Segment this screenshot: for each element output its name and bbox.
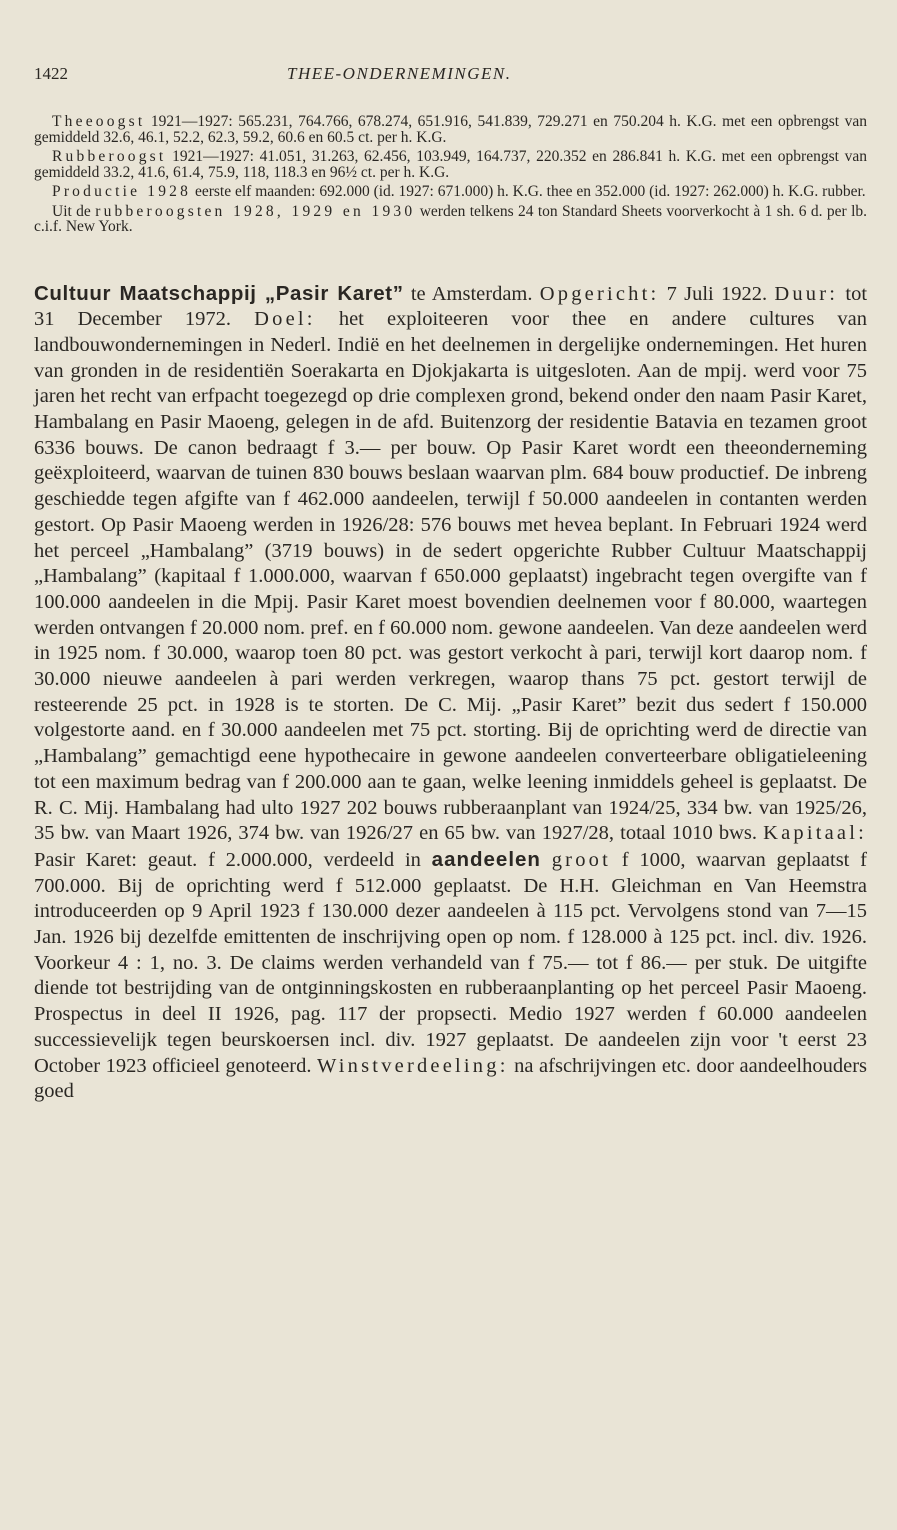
kapitaal-bold-term: aandeelen xyxy=(431,847,541,871)
company-paragraph xyxy=(34,281,867,1106)
opgericht-label: Opgericht: xyxy=(539,282,660,305)
winst-label: Winstverdeeling: xyxy=(317,1054,509,1077)
stat-theeoogst xyxy=(34,114,867,145)
stat-text: eerste elf maanden: 692.000 (id. 1927: 671.000) h. K.G. thee en 352.000 (id. 1927: 262.000) h. K.G. rubber. xyxy=(194,183,866,200)
page-number: 1422 xyxy=(34,64,68,83)
winst-text: na afschrijvingen etc. door aandeelhouders goed xyxy=(34,1054,868,1103)
stat-text: werden telkens 24 ton Standard Sheets voorverkocht à 1 sh. 6 d. per lb. c.i.f. New York. xyxy=(34,202,868,235)
stat-text: 1921—1927: 565.231, 764.766, 678.274, 651.916, 541.839, 729.271 en 750.204 h. K.G. met een opbrengst van gemiddeld 32.6, 46.1, 52.2, 62.3, 59.2, 60.6 en 60.5 ct. per h. K.G. xyxy=(34,113,867,146)
kapitaal-text: Pasir Karet: geaut. f 2.000.000, verdeeld in xyxy=(34,848,421,871)
page-header xyxy=(34,64,867,84)
stat-label: Productie 1928 xyxy=(52,183,192,200)
stat-label: rubberoogsten 1928, 1929 en 1930 xyxy=(95,202,416,220)
duur-value: tot 31 December 1972. xyxy=(34,282,868,331)
stat-text: 1921—1927: 41.051, 31.263, 62.456, 103.949, 164.737, 220.352 en 286.841 h. K.G. met een opbrengst van gemiddeld 33.2, 41.6, 61.4, 75.9, 118, 118.3 en 96½ ct. per h. K.G. xyxy=(34,148,868,181)
company-entry xyxy=(34,281,867,1106)
stat-rubberoogst xyxy=(34,149,867,180)
doel-text: het exploiteeren voor thee en andere cultures van landbouwondernemingen in Nederl. Indië en het deelnemen in dergelijke ondernemingen. Het huren van gronden in de residentiën Soerakarta en Djokjakarta is uitgesloten. Aan de mpij. werd voor 75 jaren het recht van erfpacht toegezegd op drie complexen grond, bekend onder den naam Pasir Karet, Hambalang en Pasir Maoeng, gelegen in de afd. Buitenzorg der residentie Batavia en tezamen groot 6336 bouws. De canon bedraagt f 3.— per bouw. Op Pasir Karet wordt een theeonderneming geëxploiteerd, waarvan de tuinen 830 bouws beslaan waarvan plm. 684 bouw productief. De inbreng geschiedde tegen afgifte van f 462.000 aandeelen, terwijl f 50.000 aandeelen in contanten werden gestort. Op Pasir Maoeng werden in 1926/28: 576 bouws met hevea beplant. In Februari 1924 werd het perceel „Hambalang” (3719 bouws) in de sedert opgerichte Rubber Cultuur Maatschappij „Hambalang” (kapitaal f 1.000.000, waarvan f 650.000 geplaatst) ingebracht tegen overgifte van f 100.000 aandeelen in die Mpij. Pasir Karet moest bovendien deelnemen voor f 80.000, waartegen werden ontvangen f 20.000 nom. pref. en f 60.000 nom. gewone aandeelen. Van deze aandeelen werd in 1925 nom. f 30.000, waarop toen 80 pct. was gestort verkocht à pari, terwijl kort daarop nom. f 30.000 nieuwe aandeelen à pari werden verkregen, waarop thans 75 pct. gestort terwijl de resteerende 25 pct. in 1928 is te storten. De C. Mij. „Pasir Karet” bezit dus sedert f 150.000 volgestorte aand. en f 30.000 aandeelen met 75 pct. storting. Bij de oprichting werd de directie van „Hambalang” gemachtigd eene hypothecaire in gewone aandeelen converteerbare obligatieleening tot een maximum bedrag van f 200.000 aan te gaan, welke leening inmiddels geheel is geplaatst. De R. C. Mij. Hambalang had ulto 1927 202 bouws rubberaanplant van 1924/25, 334 bw. van 1925/26, 35 bw. van Maart 1926, 374 bw. van 1926/27 en 65 bw. van 1927/28, totaal 1010 bws. xyxy=(34,308,868,845)
opgericht-value: 7 Juli 1922. xyxy=(666,282,768,305)
duur-label: Duur: xyxy=(774,282,839,305)
kapitaal-text-continued: f 1000, waarvan geplaatst f 700.000. Bij de oprichting werd f 512.000 geplaatst. De H.H. Gleichman en Van Heemstra introduceerden op 9 April 1923 f 130.000 dezer aandeelen à 115 pct. Vervolgens stond van 7—15 Jan. 1926 bij dezelfde emittenten de inschrijving open op nom. f 128.000 à 125 pct. incl. div. 1926. Voorkeur 4 : 1, no. 3. De claims werden verhandeld van f 75.— tot f 86.— per stuk. De uitgifte diende tot bestrijding van de ontginningskosten en rubberaanplanting op het perceel Pasir Maoeng. Prospectus in deel II 1926, pag. 117 der propsecti. Medio 1927 werden f 60.000 aandeelen successievelijk tegen beurskoersen incl. div. 1927 geplaatst. De aandeelen zijn voor 't eerst 23 October 1923 officieel genoteerd. xyxy=(34,848,867,1077)
doel-label: Doel: xyxy=(254,308,316,331)
stat-pre: Uit de xyxy=(52,202,91,220)
statistics-block xyxy=(34,114,867,235)
stat-voorverkoop xyxy=(34,204,867,235)
kapitaal-spaced-term: groot xyxy=(551,848,612,871)
company-name: Cultuur Maatschappij „Pasir Karet” xyxy=(34,281,404,305)
running-title: THEE-ONDERNEMINGEN. xyxy=(287,64,512,83)
company-location: te Amsterdam. xyxy=(410,282,533,305)
stat-label: Theeoogst xyxy=(52,113,146,130)
kapitaal-label: Kapitaal: xyxy=(763,822,867,845)
stat-label: Rubberoogst xyxy=(52,148,167,165)
stat-productie xyxy=(34,184,867,200)
